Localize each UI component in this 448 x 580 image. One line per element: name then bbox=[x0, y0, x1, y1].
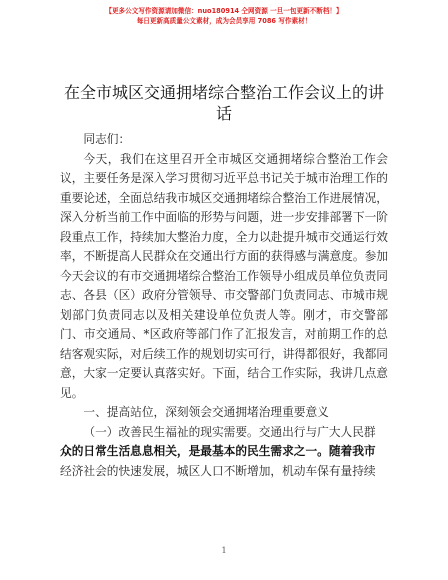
document-body bbox=[60, 130, 388, 481]
promo-banner-line2: 每日更新高质量公文素材，成为会员享用 7086 写作素材！ bbox=[136, 17, 312, 25]
promo-banner-line1: 【更多公文写作资源请加微信：nuo180914 仝网资源 一旦一包更新不断档！】 bbox=[105, 7, 343, 15]
document-title: 在全市城区交通拥堵综合整治工作会议上的讲话 bbox=[63, 83, 384, 123]
promo-banner bbox=[0, 6, 448, 26]
section-heading-1: 一、提高站位，深刻领会交通拥堵治理重要意义 bbox=[83, 405, 329, 419]
subsection-1-intro: （一）改善民生福祉的现实需要。交通出行与广大人民群 bbox=[83, 424, 376, 439]
salutation: 同志们： bbox=[83, 132, 131, 146]
subsection-1-bold-line: 众的日常生活息息相关，是最基本的民生需求之一。随着我市 bbox=[60, 444, 376, 458]
page-number: 1 bbox=[221, 546, 227, 555]
paragraph-opening: 今天，我们在这里召开全市城区交通拥堵综合整治工作会议，主要任务是深入学习贯彻习近平总书记关于城市治理工作的重要论述，全面总结我市城区交通拥堵综合整治工作进展情况，深入分析当前工作中面临的形势与问题，进一步安排部署下一阶段重点工作，持续加大整治力度，全力以赴提升城市交通运行效率，不断提高人民群众在交通出行方面的获得感与满意度。参加今天会议的有市交通拥堵综合整治工作领导小组成员单位负责同志、各县（区）政府分管领导、市交警部门负责同志、市城市规划部门负责同志以及相关建设单位负责人等。刚才，市交警部门、市交通局、*区政府等部门作了汇报发言，对前期工作的总结客观实际，对后续工作的规划切实可行，讲得都很好，我都同意，大家一定要认真落实好。下面，结合工作实际，我讲几点意见。 bbox=[60, 151, 388, 400]
subsection-1-continued: 经济社会的快速发展，城区人口不断增加，机动车保有量持续 bbox=[60, 463, 376, 478]
